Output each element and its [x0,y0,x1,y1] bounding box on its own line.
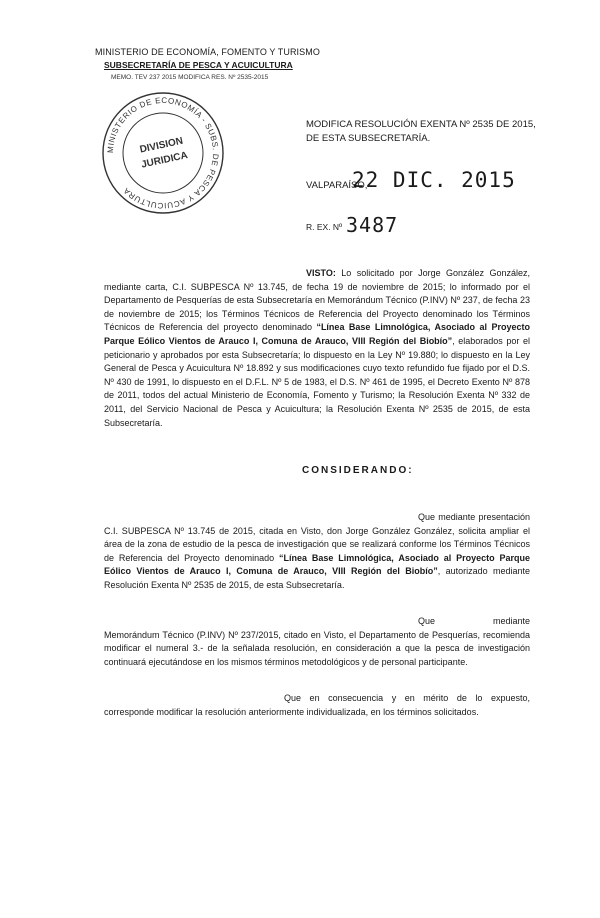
resolution-number: 3487 [346,213,399,237]
visto-project-name: “Línea Base Limnológica, Asociado al Proyecto Parque Eólico Vientos de Arauco I, Comuna de Arauco, VIII Región del Biobío” [104,322,530,346]
c1-project-name: “Línea Base Limnológica, Asociado al Proyecto Parque Eólico Vientos de Arauco I, Comuna de Arauco, VIII Región del Biobío” [104,552,531,577]
stamped-date: 22 DIC. 2015 [352,168,516,192]
ministry-header: MINISTERIO DE ECONOMÍA, FOMENTO Y TURISMO [95,47,320,57]
division-juridica-seal [98,88,228,218]
visto-paragraph [104,267,530,430]
considerando-paragraph-3: Que en consecuencia y en mérito de lo expuesto, corresponde modificar la resolución anteriormente individualizada, en los términos solicitados. [104,693,530,717]
subject-line-1: MODIFICA RESOLUCIÓN EXENTA Nº 2535 DE 2015, [306,119,536,130]
visto-text-2: , elaborados por el peticionario y aprobados por esta Subsecretaría; lo dispuesto en la Ley Nº 19.880; lo dispuesto en la Ley General de Pesca y Acuicultura Nº 18.892 y sus modificaciones cuyo texto refundido fue fijado por el D.S. Nº 430 de 1991, lo dispuesto en el D.F.L. Nº 5 de 1983, el D.S. Nº 461 de 1995, el Decreto Exento Nº 878 de 2011, todos del actual Ministerio de Economía, Fomento y Turismo; la Resolución Exenta Nº 332 de 2011, del Servicio Nacional de Pesca y Acuicultura; la Resolución Exenta Nº 2535 de 2015, de esta Subsecretaría. [104,335,530,428]
c1-text-2: , autorizado mediante Resolución Exenta Nº 2535 de 2015, de esta Subsecretaría. [104,566,530,590]
visto-text-1: Lo solicitado por Jorge González González, mediante carta, C.I. SUBPESCA Nº 13.745, de fecha 19 de noviembre de 2015; lo informado por el Departamento de Pesquerías de esta Subsecretaría en Memorándum Técnico (P.INV) Nº 237, de fecha 23 de noviembre de 2015; los Términos Técnicos de Referencia del Proyecto denominado los Términos Técnicos de Referencia del proyecto denominado [104,268,530,333]
seal-line-juridica: JURIDICA [140,150,189,171]
seal-ring-text: MINISTERIO DE ECONOMÍA - SUBS. DE PESCA Y ACUICULTURA [105,95,221,211]
c1-text-1: Que mediante presentación C.I. SUBPESCA Nº 13.745 de 2015, citada en Visto, don Jorge González González, solicita ampliar el área de la zona de estudio de la pesca de investigación que se realizará conforme los Términos Técnicos de Referencia del Proyecto denominado [104,512,530,563]
visto-label: VISTO: [306,268,336,278]
rex-label: R. EX. Nº [306,222,343,232]
subject-block [306,118,546,146]
place-label: VALPARAÍSO, [306,180,368,191]
considerando-paragraph-1 [104,511,530,593]
subject-line-2: DE ESTA SUBSECRETARÍA. [306,133,431,144]
considerando-paragraph-2: Que mediante Memorándum Técnico (P.INV) Nº 237/2015, citado en Visto, el Departamento de Pesquerías, recomienda modificar el numeral 3.- de la señalada resolución, en consideración a que la pesca de investigación continuará ejecutándose en los mismos términos metodológicos y de personal participante. [104,616,530,667]
reference-line: MEMO. TEV 237 2015 MODIFICA RES. Nº 2535-2015 [111,74,269,81]
subsecretaria-header: SUBSECRETARÍA DE PESCA Y ACUICULTURA [104,60,293,70]
considerando-heading: CONSIDERANDO: [302,465,414,476]
seal-line-division: DIVISION [138,135,185,156]
